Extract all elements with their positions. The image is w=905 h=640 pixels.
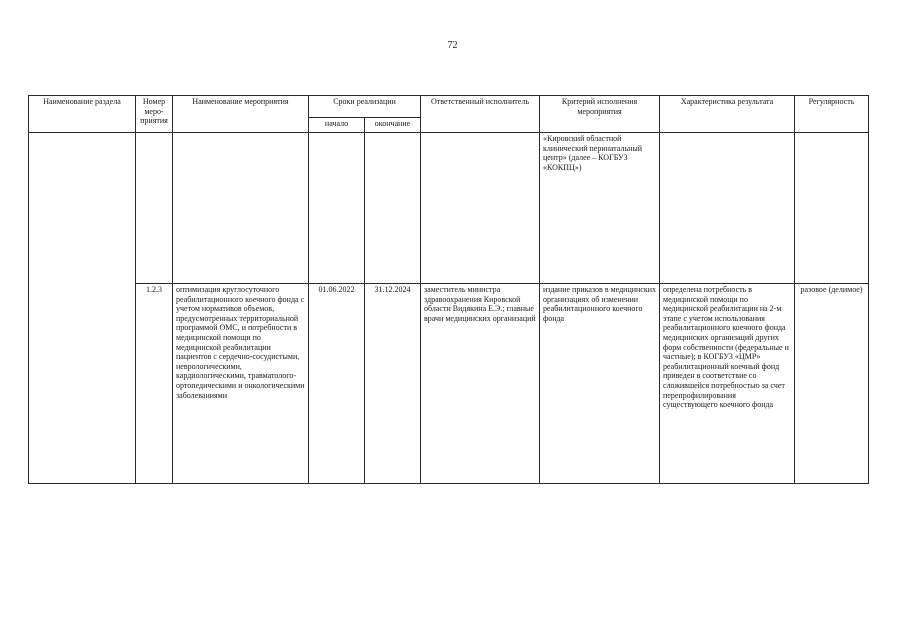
result-cell: определена потребность в медицинской помощи по медицинской реабилитации на 2-м этапе с учетом использования реабилитационного коечного фонда медицинских организаций других форм собственности (федеральные и частные); в КОГБУЗ «ЦМР» реабилитационный коечный фонд приведен в соответствие со сложившейся потребностью за счет перепрофилирования существующего коечного фонда bbox=[660, 284, 795, 484]
cell-empty bbox=[795, 133, 869, 284]
header-measure-name: Наименование мероприятия bbox=[173, 96, 309, 133]
criterion-continuation-cell: «Кировский областной клинический перинатальный центр» (далее – КОГБУЗ «КОКПЦ») bbox=[540, 133, 660, 284]
cell-empty bbox=[136, 133, 173, 284]
responsible-cell: заместитель министра здравоохранения Кировской области Видякина Е.Э.; главные врачи медицинских организаций bbox=[421, 284, 540, 484]
cell-empty bbox=[365, 133, 421, 284]
table-row-1-2-3 bbox=[29, 284, 869, 484]
header-start: начало bbox=[309, 118, 365, 133]
criterion-cell: издание приказов в медицинских организациях об изменении реабилитационного коечного фонда bbox=[540, 284, 660, 484]
header-section-name: Наименование раздела bbox=[29, 96, 136, 133]
page-number: 72 bbox=[447, 40, 458, 51]
header-implementation-period: Сроки реализации bbox=[309, 96, 421, 118]
start-date-cell: 01.06.2022 bbox=[309, 284, 365, 484]
header-completion-criterion: Критерий исполнения мероприятия bbox=[540, 96, 660, 133]
header-result-description: Характеристика результата bbox=[660, 96, 795, 133]
cell-empty bbox=[421, 133, 540, 284]
cell-empty bbox=[173, 133, 309, 284]
cell-empty bbox=[660, 133, 795, 284]
regularity-cell: разовое (делимое) bbox=[795, 284, 869, 484]
end-date-cell: 31.12.2024 bbox=[365, 284, 421, 484]
measure-name-cell: оптимизация круглосуточного реабилитационного коечного фонда с учетом нормативов объемов, предусмотренных территориальной программой ОМС, и потребности в медицинской помощи по медицинской реабилитации пациентов с сердечно-сосудистыми, неврологическими, кардиологическими, травматолого-ортопедическими и онкологическими заболеваниями bbox=[173, 284, 309, 484]
section-name-cell bbox=[29, 133, 136, 484]
table-header-row bbox=[29, 96, 869, 118]
measure-number-cell: 1.2.3 bbox=[136, 284, 173, 484]
cell-empty bbox=[309, 133, 365, 284]
header-measure-number: Номер меро-приятия bbox=[136, 96, 173, 133]
header-regularity: Регулярность bbox=[795, 96, 869, 133]
table-row-continuation bbox=[29, 133, 869, 284]
header-responsible: Ответственный исполнитель bbox=[421, 96, 540, 133]
header-end: окончание bbox=[365, 118, 421, 133]
measures-table bbox=[28, 95, 869, 484]
